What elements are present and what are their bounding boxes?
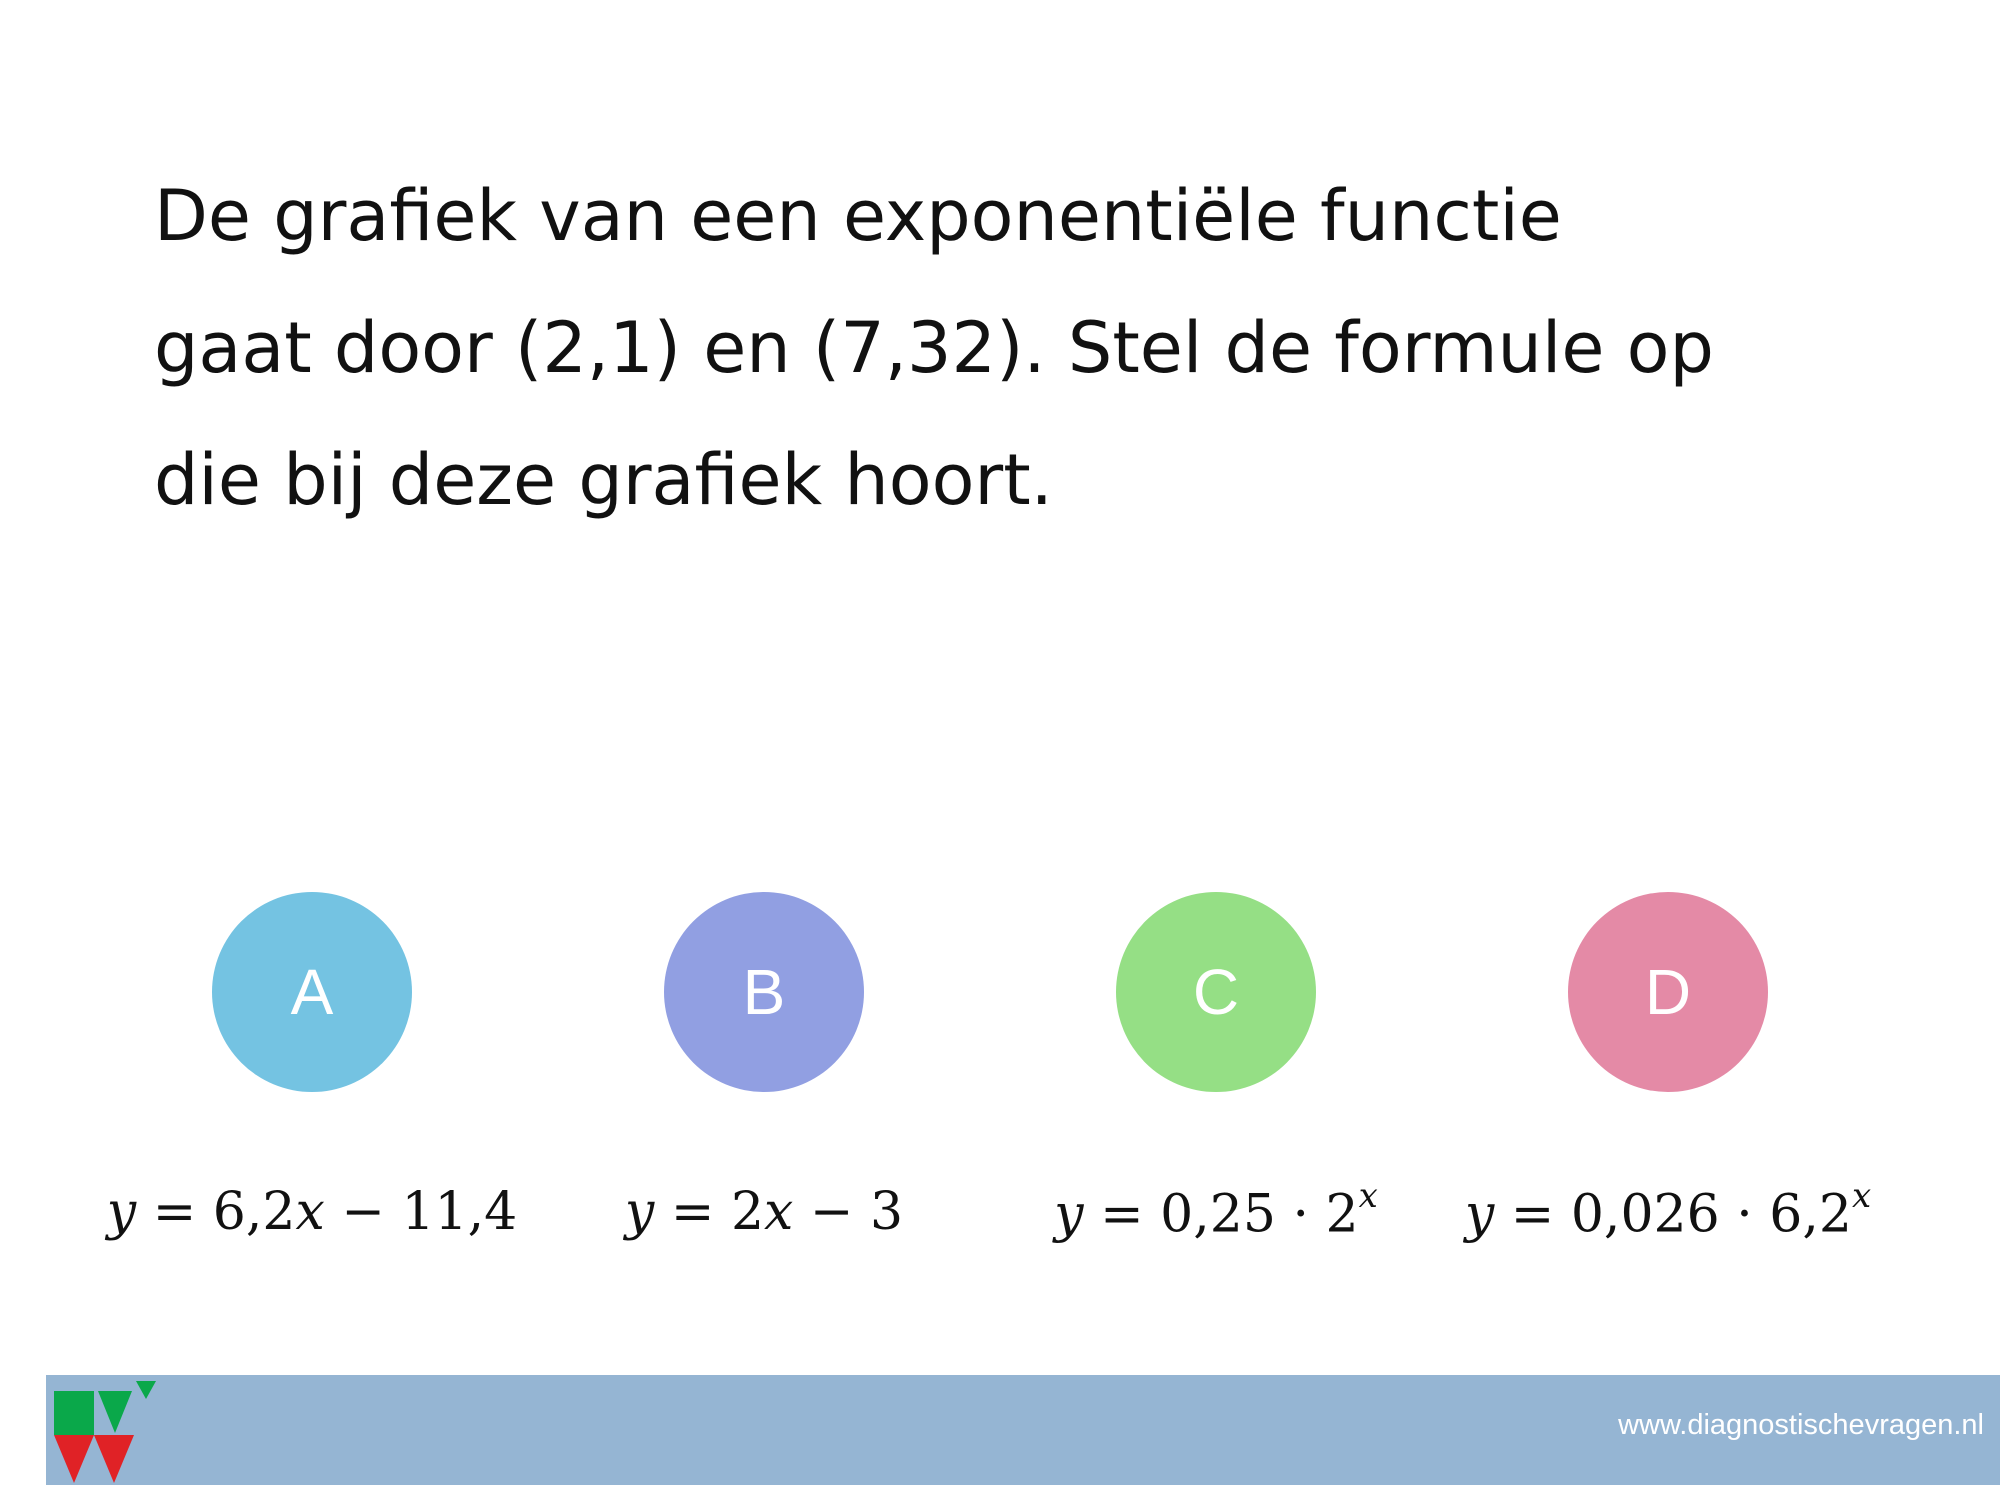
formula-a-y: y bbox=[106, 1182, 137, 1242]
option-c[interactable] bbox=[996, 892, 1436, 1272]
option-d-letter: D bbox=[1644, 956, 1692, 1028]
formula-c-eq: = 0,25 · 2 bbox=[1100, 1184, 1359, 1245]
question-text bbox=[154, 150, 1914, 546]
option-a-button[interactable] bbox=[212, 892, 412, 1092]
option-d[interactable] bbox=[1448, 892, 1888, 1272]
option-c-letter: C bbox=[1192, 956, 1240, 1028]
formula-d-eq: = 0,026 · 6,2 bbox=[1510, 1184, 1852, 1245]
formula-b-y: y bbox=[624, 1182, 655, 1242]
option-a[interactable] bbox=[92, 892, 532, 1272]
option-c-button[interactable] bbox=[1116, 892, 1316, 1092]
option-d-formula bbox=[1448, 1176, 1888, 1245]
formula-a-eq: = 6,2 bbox=[152, 1182, 296, 1242]
option-b-button[interactable] bbox=[664, 892, 864, 1092]
formula-b-x: x bbox=[764, 1182, 794, 1242]
formula-b-eq: = 2 bbox=[670, 1182, 765, 1242]
option-d-button[interactable] bbox=[1568, 892, 1768, 1092]
question-line-1: De grafiek van een exponentiële functie bbox=[154, 175, 1562, 257]
question-line-2: gaat door (2,1) en (7,32). Stel de formule op bbox=[154, 307, 1714, 389]
option-b[interactable] bbox=[544, 892, 984, 1272]
option-a-formula bbox=[92, 1182, 532, 1242]
formula-b-rest: − 3 bbox=[809, 1182, 904, 1242]
footer-bar bbox=[46, 1375, 2000, 1485]
option-b-letter: B bbox=[742, 956, 786, 1028]
formula-c-exponent: x bbox=[1358, 1176, 1378, 1216]
formula-a-x: x bbox=[295, 1182, 325, 1242]
dv-logo-icon bbox=[54, 1379, 164, 1483]
formula-a-rest: − 11,4 bbox=[341, 1182, 518, 1242]
formula-d-y: y bbox=[1464, 1184, 1495, 1245]
option-a-letter: A bbox=[290, 956, 334, 1028]
option-b-formula bbox=[544, 1182, 984, 1242]
website-link[interactable]: www.diagnostischevragen.nl bbox=[1618, 1409, 1984, 1441]
formula-d-exponent: x bbox=[1851, 1176, 1872, 1216]
question-line-3: die bij deze grafiek hoort. bbox=[154, 439, 1053, 521]
formula-c-y: y bbox=[1054, 1184, 1084, 1245]
option-c-formula bbox=[996, 1176, 1436, 1245]
